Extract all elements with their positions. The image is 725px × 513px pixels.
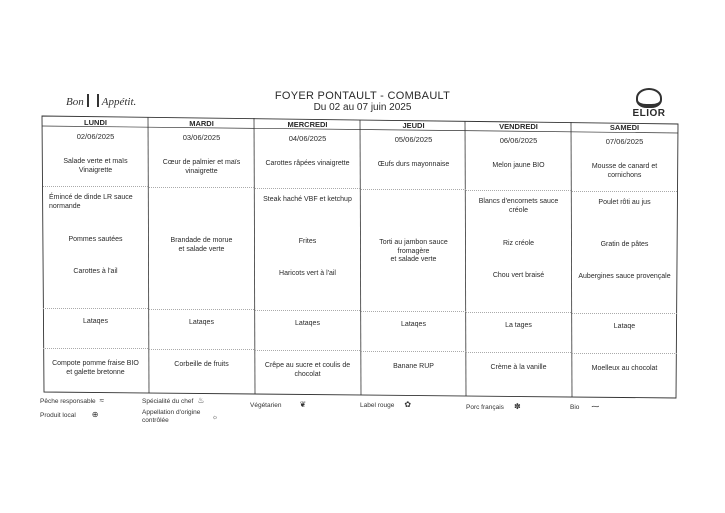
meal-starter: Cœur de palmier et maïs vinaigrette bbox=[162, 159, 241, 175]
row-separator bbox=[255, 188, 360, 189]
row-separator bbox=[43, 348, 148, 349]
row-separator bbox=[149, 187, 254, 188]
meal-dessert: Banane RUP bbox=[393, 363, 434, 370]
day-column-vendredi bbox=[466, 122, 571, 394]
meal-side1: Frites bbox=[298, 238, 317, 245]
legend-aop: Appellation d'origine contrôlée bbox=[142, 409, 201, 424]
chef-hat-icon: ♨ bbox=[197, 396, 205, 405]
row-separator bbox=[255, 350, 360, 351]
leaf-icon: ❦ bbox=[299, 400, 307, 409]
meal-starter: Carottes râpées vinaigrette bbox=[265, 160, 350, 167]
fish-icon: ≈ bbox=[99, 396, 105, 405]
row-separator bbox=[361, 311, 466, 312]
day-date: 07/06/2025 bbox=[605, 137, 644, 146]
bio-leaf-icon: ⁓ bbox=[591, 402, 600, 411]
legend-local: Produit local ⊕ bbox=[40, 410, 99, 419]
meal-dessert: Moelleux au chocolat bbox=[591, 365, 658, 372]
day-column-jeudi bbox=[361, 121, 466, 393]
pig-icon: ✽ bbox=[513, 402, 521, 411]
elior-logo-text: ELIOR bbox=[632, 108, 666, 119]
day-name: MERCREDI bbox=[287, 120, 328, 129]
meal-side1: Torti au jambon sauce fromagère et salade verte bbox=[379, 239, 448, 263]
row-separator bbox=[572, 313, 677, 314]
meal-side2: Carottes à l'ail bbox=[73, 268, 118, 275]
meal-dessert: Crêpe au sucre et coulis de chocolat bbox=[264, 362, 351, 378]
row-separator bbox=[149, 349, 254, 350]
day-name: LUNDI bbox=[84, 118, 107, 127]
location-pin-icon: ⊕ bbox=[91, 410, 99, 419]
legend-bio: Bio ⁓ bbox=[570, 402, 600, 411]
row-separator bbox=[361, 351, 466, 352]
legend-specialite: Spécialité du chef ♨ bbox=[142, 396, 205, 405]
legend-vegetarien: Végétarien ❦ bbox=[250, 400, 307, 409]
row-separator bbox=[572, 191, 677, 192]
day-column-mardi bbox=[149, 119, 254, 391]
row-separator bbox=[43, 186, 148, 187]
row-separator bbox=[466, 352, 571, 353]
day-date: 06/06/2025 bbox=[499, 136, 538, 145]
legend-label-rouge: Label rouge ✿ bbox=[360, 400, 412, 409]
meal-starter: Melon jaune BIO bbox=[492, 162, 545, 169]
meal-side1: Pommes sautées bbox=[68, 236, 123, 243]
row-separator bbox=[255, 310, 360, 311]
meal-side2: Aubergines sauce provençale bbox=[578, 273, 671, 280]
meal-side1: Riz créole bbox=[502, 240, 535, 247]
row-separator bbox=[43, 308, 148, 309]
day-column-mercredi bbox=[255, 120, 360, 392]
meal-main: Poulet rôti au jus bbox=[598, 199, 651, 206]
meal-cheese: Lataqes bbox=[295, 320, 320, 327]
label-rouge-icon: ✿ bbox=[404, 400, 412, 409]
row-separator bbox=[572, 353, 677, 354]
meal-side1: Brandade de morue et salade verte bbox=[170, 237, 233, 253]
meal-side2: Haricots vert à l'ail bbox=[279, 270, 336, 277]
page-subtitle: Du 02 au 07 juin 2025 bbox=[313, 102, 412, 113]
day-column-samedi bbox=[572, 123, 677, 395]
meal-cheese: La tages bbox=[505, 322, 532, 329]
day-date: 04/06/2025 bbox=[288, 134, 327, 143]
meal-main: Émincé de dinde LR sauce normande bbox=[49, 194, 133, 210]
row-separator bbox=[466, 312, 571, 313]
meal-main: Steak haché VBF et ketchup bbox=[263, 196, 352, 203]
meal-starter: Œufs durs mayonnaise bbox=[377, 161, 450, 168]
meal-cheese: Lataqe bbox=[613, 323, 636, 330]
meal-starter: Mousse de canard et cornichons bbox=[591, 163, 658, 179]
meal-starter: Salade verte et maïs Vinaigrette bbox=[63, 158, 128, 174]
legend-porc: Porc français ✽ bbox=[466, 402, 521, 411]
day-name: VENDREDI bbox=[499, 122, 538, 131]
page-title: FOYER PONTAULT - COMBAULT bbox=[274, 90, 451, 102]
brand-word-1: Bon bbox=[66, 96, 84, 108]
day-date: 05/06/2025 bbox=[394, 135, 433, 144]
meal-cheese: Lataqes bbox=[401, 321, 426, 328]
meal-main: Blancs d'encornets sauce créole bbox=[478, 198, 559, 214]
day-name: SAMEDI bbox=[609, 123, 640, 132]
day-name: MARDI bbox=[189, 119, 214, 128]
brand-word-2: Appétit. bbox=[101, 96, 137, 108]
row-separator bbox=[466, 190, 571, 191]
day-name: JEUDI bbox=[402, 121, 425, 130]
day-date: 02/06/2025 bbox=[76, 132, 115, 141]
meal-cheese: Lataqes bbox=[83, 318, 108, 325]
row-separator bbox=[149, 309, 254, 310]
meal-side1: Gratin de pâtes bbox=[600, 241, 649, 248]
meal-side2: Chou vert braisé bbox=[492, 272, 545, 279]
legend-peche: Pêche responsable ≈ bbox=[40, 396, 105, 405]
row-separator bbox=[361, 189, 466, 190]
meal-dessert: Crème à la vanille bbox=[490, 364, 547, 371]
meal-cheese: Lataqes bbox=[189, 319, 214, 326]
meal-dessert: Corbeille de fruits bbox=[174, 361, 229, 368]
day-date: 03/06/2025 bbox=[182, 133, 221, 142]
meal-dessert: Compote pomme fraise BIO et galette bretonne bbox=[52, 360, 139, 376]
aop-icon: ☼ bbox=[212, 414, 218, 421]
day-column-lundi bbox=[43, 118, 148, 390]
